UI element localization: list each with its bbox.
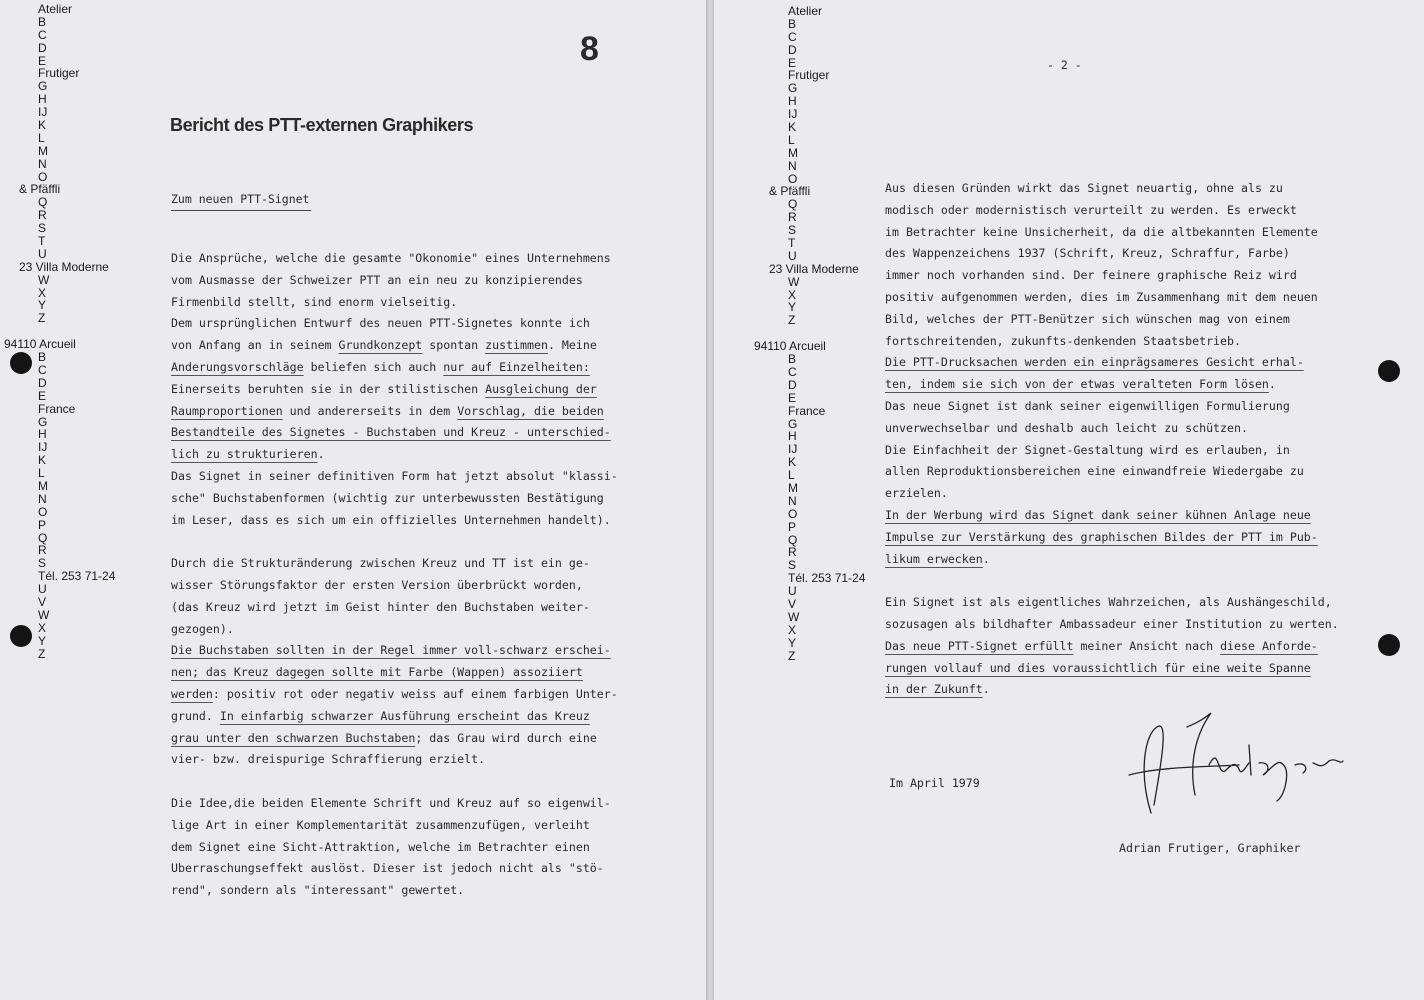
text-line bbox=[171, 510, 618, 532]
letterhead-letter: X bbox=[38, 620, 47, 635]
text-segment: Einerseits beruhten sie in der stilistischen bbox=[171, 381, 486, 396]
letterhead-letter: Y bbox=[38, 633, 47, 648]
letterhead-letter: M bbox=[38, 478, 48, 493]
letterhead-line: Tél. 253 71-24 bbox=[788, 571, 866, 586]
text-line bbox=[171, 662, 618, 684]
text-segment: . bbox=[982, 551, 990, 566]
text-segment: im Betrachter keine Unsicherheit, da die altbekannten Elemente bbox=[885, 224, 1318, 239]
letterhead-letter: Z bbox=[38, 646, 46, 661]
text-segment: dem Signet eine Sicht-Attraktion, welche im Betrachter einen bbox=[171, 839, 590, 854]
underlined-text: likum erwecken bbox=[885, 551, 983, 566]
paragraph bbox=[171, 553, 618, 771]
text-segment: positiv aufgenommen werden, dies im Zusammenhang mit dem neuen bbox=[885, 289, 1318, 304]
letterhead-letter: E bbox=[38, 53, 47, 68]
letterhead-letter: G bbox=[38, 79, 48, 94]
text-segment: vier- bzw. dreispurige Schraffierung erzielt. bbox=[171, 752, 486, 767]
text-line bbox=[885, 418, 1339, 440]
underlined-text: nen; das Kreuz dagegen sollte mit Farbe (Wappen) assoziiert bbox=[171, 665, 583, 680]
letterhead-letter: Q bbox=[788, 197, 798, 212]
text-line bbox=[171, 357, 618, 379]
letterhead-letter: K bbox=[38, 118, 47, 133]
left-body-text bbox=[171, 248, 618, 902]
text-segment: Aus diesen Gründen wirkt das Signet neuartig, ohne als zu bbox=[885, 181, 1283, 195]
underlined-text: Bestandteile des Signetes - Buchstaben und Kreuz - unterschied- bbox=[171, 425, 611, 440]
right-body-text bbox=[885, 178, 1339, 701]
text-line bbox=[885, 592, 1339, 614]
text-line bbox=[171, 553, 618, 575]
letterhead-letter: R bbox=[788, 545, 797, 560]
underlined-text: In der Werbung wird das Signet dank seiner kühnen Anlage neue bbox=[885, 507, 1311, 522]
punch-hole-top bbox=[1378, 360, 1400, 382]
letterhead-letter: Z bbox=[788, 313, 796, 328]
letterhead-letter: Y bbox=[788, 635, 797, 650]
letterhead-letter: E bbox=[38, 388, 47, 403]
letterhead-letter: P bbox=[38, 517, 47, 532]
page-number: 8 bbox=[580, 30, 599, 68]
letterhead-letter: N bbox=[38, 156, 47, 171]
letterhead-letter: Z bbox=[38, 311, 46, 326]
subject-line: Zum neuen PTT-Signet bbox=[171, 192, 311, 211]
underlined-text: diese Anforde- bbox=[1220, 638, 1318, 653]
author-line: Adrian Frutiger, Graphiker bbox=[1119, 841, 1301, 855]
letterhead-letter: R bbox=[38, 543, 47, 558]
text-line bbox=[171, 379, 618, 401]
letterhead-letter: X bbox=[788, 622, 797, 637]
letterhead-letter: E bbox=[788, 390, 797, 405]
text-line bbox=[885, 549, 1339, 571]
underlined-text: rungen vollauf und dies voraussichtlich für eine weite Spanne bbox=[885, 660, 1311, 675]
letterhead-letter: G bbox=[38, 414, 48, 429]
underlined-text: Impulse zur Verstärkung des graphischen Bildes der PTT im Pub- bbox=[885, 529, 1318, 544]
letterhead-letter: G bbox=[788, 81, 798, 96]
text-segment: sche" Buchstabenformen (wichtig zur unterbewussten Bestätigung bbox=[171, 490, 604, 505]
letterhead-letter: Y bbox=[38, 298, 47, 313]
letterhead-letter: D bbox=[38, 375, 47, 390]
underlined-text: Das neue PTT-Signet erfüllt bbox=[885, 638, 1074, 653]
letterhead-letter: U bbox=[38, 246, 47, 261]
text-segment: rend", sondern als "interessant" gewertet. bbox=[171, 883, 465, 898]
text-segment: modisch oder modernistisch verurteilt zu werden. Es erweckt bbox=[885, 202, 1297, 217]
letterhead-letter: B bbox=[38, 350, 47, 365]
text-line bbox=[885, 309, 1339, 331]
text-line bbox=[885, 505, 1339, 527]
letterhead-letter: L bbox=[788, 132, 795, 147]
text-line bbox=[171, 728, 618, 750]
letterhead-letter: C bbox=[788, 364, 797, 379]
text-line bbox=[171, 444, 618, 466]
text-line bbox=[171, 488, 618, 510]
letterhead-letter: H bbox=[38, 92, 47, 107]
letterhead-letter: D bbox=[788, 42, 797, 57]
book-gutter bbox=[706, 0, 714, 1000]
letterhead-letter: K bbox=[38, 453, 47, 468]
text-segment: . bbox=[982, 682, 990, 697]
text-line bbox=[885, 461, 1339, 483]
text-segment: . bbox=[317, 447, 325, 462]
letterhead-letter: Y bbox=[788, 300, 797, 315]
letterhead-letter: S bbox=[788, 558, 797, 573]
letterhead bbox=[0, 3, 160, 660]
document-title: Bericht des PTT-externen Graphikers bbox=[170, 115, 474, 135]
text-line bbox=[885, 440, 1339, 462]
letterhead-letter: L bbox=[38, 130, 45, 145]
letterhead-line: France bbox=[38, 401, 76, 416]
text-line bbox=[885, 352, 1339, 374]
text-segment: wisser Störungsfaktor der ersten Version überbrückt worden, bbox=[171, 577, 583, 592]
letterhead-letter: R bbox=[38, 208, 47, 223]
letterhead-line: 94110 Arcueil bbox=[4, 337, 76, 352]
letterhead-letter: C bbox=[38, 27, 47, 42]
letterhead-letter: C bbox=[788, 29, 797, 44]
text-segment: Bild, welches der PTT-Benützer sich wünschen mag von einem bbox=[885, 311, 1290, 326]
text-line bbox=[885, 331, 1339, 353]
text-segment: und andererseits in dem bbox=[282, 403, 458, 418]
text-line bbox=[171, 292, 618, 314]
letterhead-letter: W bbox=[788, 609, 800, 624]
text-segment: Uberraschungseffekt auslöst. Dieser ist jedoch nicht als "stö- bbox=[171, 861, 604, 876]
text-segment: allen Reproduktionsbereichen eine einwandfreie Wiedergabe zu bbox=[885, 464, 1304, 479]
letterhead-letter: S bbox=[38, 221, 47, 236]
underlined-text: zustimmen bbox=[485, 338, 548, 353]
underlined-text: Vorschlag, die beiden bbox=[457, 403, 604, 418]
letterhead-line: Frutiger bbox=[788, 68, 830, 83]
text-segment: Firmenbild stellt, sind enorm vielseitig. bbox=[171, 294, 458, 309]
text-segment: im Leser, dass es sich um ein offizielles Unternehmen handelt). bbox=[171, 512, 611, 527]
letterhead-letter: O bbox=[788, 171, 798, 186]
text-segment: vom Ausmasse der Schweizer PTT an ein neu zu konzipierendes bbox=[171, 272, 583, 287]
text-line bbox=[885, 243, 1339, 265]
letterhead-line: Tél. 253 71-24 bbox=[38, 569, 116, 584]
text-line bbox=[885, 374, 1339, 396]
text-line bbox=[171, 422, 618, 444]
letterhead-letter: O bbox=[788, 506, 798, 521]
text-line bbox=[171, 466, 618, 488]
right-page bbox=[714, 0, 1424, 1000]
text-line bbox=[171, 270, 618, 292]
letterhead-letter: V bbox=[38, 594, 47, 609]
text-line bbox=[885, 527, 1339, 549]
text-line bbox=[885, 679, 1339, 701]
letterhead-letter: V bbox=[788, 596, 797, 611]
letterhead-letter: K bbox=[788, 455, 797, 470]
letterhead-letter: D bbox=[788, 377, 797, 392]
text-segment: ; das Grau wird durch eine bbox=[415, 730, 597, 745]
text-line bbox=[171, 880, 618, 902]
text-line bbox=[885, 200, 1339, 222]
underlined-text: nur auf Einzelheiten: bbox=[443, 359, 590, 374]
letterhead-line: 23 Villa Moderne bbox=[19, 259, 109, 274]
letterhead-letter: G bbox=[788, 416, 798, 431]
letterhead-letter: M bbox=[38, 143, 48, 158]
letterhead-letter: W bbox=[38, 607, 50, 622]
letterhead-letter: C bbox=[38, 362, 47, 377]
letterhead-letter: N bbox=[788, 158, 797, 173]
text-segment: Das neue Signet ist dank seiner eigenwilligen Formulierung bbox=[885, 398, 1290, 413]
letterhead-letter: S bbox=[38, 556, 47, 571]
text-line bbox=[171, 597, 618, 619]
letterhead-letter: O bbox=[38, 169, 48, 184]
text-segment: lige Art in einer Komplementarität zusammenzufügen, verleiht bbox=[171, 817, 590, 832]
text-line bbox=[171, 793, 618, 815]
letterhead-letter: N bbox=[788, 493, 797, 508]
underlined-text: Grundkonzept bbox=[338, 338, 423, 353]
letterhead-letter: B bbox=[788, 16, 797, 31]
underlined-text: ten, indem sie sich von der etwas veralteten Form lösen bbox=[885, 377, 1269, 392]
letterhead-letter: K bbox=[788, 120, 797, 135]
letterhead-letter: H bbox=[788, 429, 797, 444]
punch-hole-bottom bbox=[1378, 634, 1400, 656]
text-segment: . bbox=[1268, 377, 1276, 392]
letterhead-letter: B bbox=[38, 14, 47, 29]
text-segment: Die Einfachheit der Signet-Gestaltung wird es erlauben, in bbox=[885, 442, 1290, 457]
text-line bbox=[885, 396, 1339, 418]
punch-hole-bottom bbox=[10, 625, 32, 647]
text-segment: Die Idee,die beiden Elemente Schrift und Kreuz auf so eigenwil- bbox=[171, 795, 611, 810]
letterhead-letter: O bbox=[38, 504, 48, 519]
letterhead-letter: R bbox=[788, 210, 797, 225]
text-segment: spontan bbox=[422, 338, 486, 353]
letterhead-letter: IJ bbox=[38, 440, 48, 455]
text-line bbox=[171, 815, 618, 837]
letterhead-letter: X bbox=[788, 287, 797, 302]
letterhead-letter: W bbox=[38, 272, 50, 287]
letterhead-letter: H bbox=[38, 427, 47, 442]
underlined-text: Raumproportionen bbox=[171, 403, 283, 418]
letterhead-letter: M bbox=[788, 480, 798, 495]
letterhead-letter: W bbox=[788, 274, 800, 289]
letterhead-line: Frutiger bbox=[38, 66, 80, 81]
letterhead-letter: Q bbox=[38, 530, 48, 545]
text-line bbox=[885, 483, 1339, 505]
underlined-text: Ausgleichung der bbox=[485, 381, 597, 396]
letterhead-letter: T bbox=[788, 236, 796, 251]
letterhead-letter: Q bbox=[788, 532, 798, 547]
letterhead-letter: M bbox=[788, 145, 798, 160]
letterhead-letter: L bbox=[38, 466, 45, 481]
bleed-through-text bbox=[948, 118, 953, 138]
letterhead-line: 23 Villa Moderne bbox=[769, 261, 859, 276]
text-line bbox=[171, 313, 618, 335]
text-segment: sozusagen als bildhafter Ambassadeur einer Institution zu werten. bbox=[885, 616, 1339, 631]
text-segment: Ein Signet ist als eigentliches Wahrzeichen, als Aushängeschild, bbox=[885, 595, 1332, 610]
signature bbox=[1099, 705, 1359, 825]
text-segment: grund. bbox=[171, 708, 220, 723]
text-line bbox=[171, 248, 618, 270]
underlined-text: grau unter den schwarzen Buchstaben bbox=[171, 730, 416, 745]
letterhead-letter: P bbox=[788, 519, 797, 534]
paragraph bbox=[171, 793, 618, 902]
text-segment: (das Kreuz wird jetzt im Geist hinter den Buchstaben weiter- bbox=[171, 599, 590, 614]
text-segment: Das Signet in seiner definitiven Form hat jetzt absolut "klassi- bbox=[171, 468, 618, 483]
text-segment: fortschreitenden, zukunfts-denkenden Staatsbetrieb. bbox=[885, 333, 1241, 348]
text-line bbox=[171, 706, 618, 728]
letterhead-line: Atelier bbox=[38, 2, 73, 16]
underlined-text: Anderungsvorschläge bbox=[171, 359, 304, 374]
underlined-text: In einfarbig schwarzer Ausführung erscheint das Kreuz bbox=[219, 708, 590, 723]
text-line bbox=[171, 684, 618, 706]
letterhead-line: & Pfäffli bbox=[769, 184, 811, 199]
letterhead-letter: N bbox=[38, 491, 47, 506]
underlined-text: in der Zukunft bbox=[885, 682, 983, 697]
text-segment: Durch die Strukturänderung zwischen Kreuz und TT ist ein ge- bbox=[171, 556, 590, 571]
paragraph bbox=[885, 592, 1339, 701]
letterhead-letter: B bbox=[788, 352, 797, 367]
letterhead-letter: T bbox=[38, 234, 46, 249]
text-segment: immer noch vorhanden sind. Der feinere graphische Reiz wird bbox=[885, 268, 1297, 283]
letterhead-letter: X bbox=[38, 285, 47, 300]
text-segment: erzielen. bbox=[885, 486, 948, 501]
letterhead-letter: U bbox=[38, 582, 47, 597]
paragraph bbox=[885, 178, 1339, 570]
text-line bbox=[885, 222, 1339, 244]
underlined-text: werden bbox=[171, 686, 213, 701]
left-page bbox=[0, 0, 706, 1000]
underlined-text: Die PTT-Drucksachen werden ein einprägsameres Gesicht erhal- bbox=[885, 355, 1304, 370]
text-line bbox=[171, 640, 618, 662]
letterhead-line: Atelier bbox=[788, 4, 823, 18]
text-line bbox=[171, 335, 618, 357]
text-line bbox=[171, 401, 618, 423]
text-line bbox=[171, 837, 618, 859]
letterhead-letter: E bbox=[788, 55, 797, 70]
letterhead-letter: D bbox=[38, 40, 47, 55]
paragraph bbox=[171, 248, 618, 531]
text-segment: gezogen). bbox=[171, 621, 234, 636]
page-number: - 2 - bbox=[1047, 58, 1082, 72]
text-line bbox=[171, 858, 618, 880]
letterhead-letter: Z bbox=[788, 648, 796, 663]
text-line bbox=[885, 636, 1339, 658]
letterhead-letter: H bbox=[788, 94, 797, 109]
text-segment: unverwechselbar und deshalb auch leicht zu schützen. bbox=[885, 420, 1248, 435]
text-segment: des Wappenzeichens 1937 (Schrift, Kreuz, Schraffur, Farbe) bbox=[885, 246, 1290, 261]
underlined-text: lich zu strukturieren bbox=[171, 447, 318, 462]
letterhead-letter: U bbox=[788, 584, 797, 599]
text-line bbox=[171, 619, 618, 641]
text-line bbox=[885, 265, 1339, 287]
letterhead-letter: IJ bbox=[38, 105, 48, 120]
text-line bbox=[171, 575, 618, 597]
text-segment: Dem ursprünglichen Entwurf des neuen PTT-Signetes konnte ich bbox=[171, 316, 590, 331]
text-line bbox=[885, 658, 1339, 680]
punch-hole-top bbox=[10, 352, 32, 374]
letterhead-letter: L bbox=[788, 468, 795, 483]
text-line bbox=[885, 287, 1339, 309]
date-line: Im April 1979 bbox=[889, 776, 980, 790]
text-line bbox=[885, 614, 1339, 636]
text-segment: beliefen sich auch bbox=[303, 359, 444, 374]
letterhead-line: 94110 Arcueil bbox=[754, 339, 826, 354]
letterhead-letter: Q bbox=[38, 195, 48, 210]
text-segment: . Meine bbox=[547, 338, 597, 353]
letterhead-letter: U bbox=[788, 248, 797, 263]
text-line bbox=[885, 178, 1339, 200]
letterhead-letter: IJ bbox=[788, 107, 798, 122]
letterhead-letter: S bbox=[788, 223, 797, 238]
text-segment: Die Ansprüche, welche die gesamte "Okonomie" eines Unternehmens bbox=[171, 251, 611, 265]
text-segment: von Anfang an in seinem bbox=[171, 338, 339, 353]
letterhead-letter: IJ bbox=[788, 442, 798, 457]
letterhead-line: France bbox=[788, 403, 826, 418]
text-segment: meiner Ansicht nach bbox=[1073, 638, 1221, 653]
text-segment: : positiv rot oder negativ weiss auf einem farbigen Unter- bbox=[212, 686, 618, 701]
text-line bbox=[171, 749, 618, 771]
letterhead-line: & Pfäffli bbox=[19, 182, 61, 197]
underlined-text: Die Buchstaben sollten in der Regel immer voll-schwarz erschei- bbox=[171, 643, 611, 658]
